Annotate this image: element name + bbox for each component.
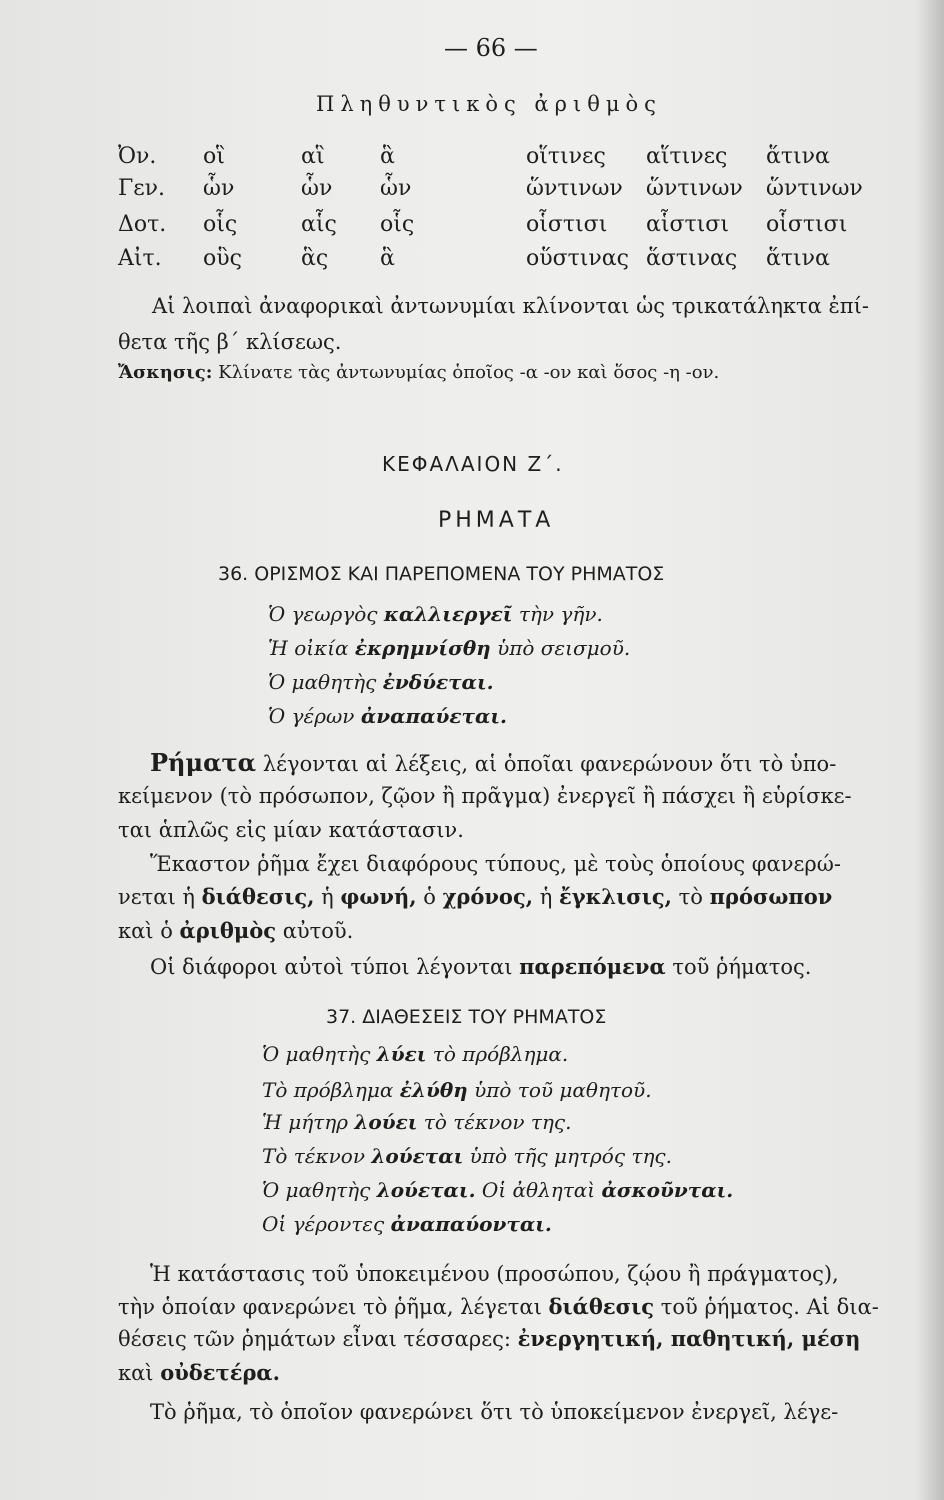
paragraph-line: κείμενον (τὸ πρόσωπον, ζῷον ἢ πρᾶγμα) ἐνεργεῖ ἢ πάσχει ἢ εὑρίσκε- [118,784,852,808]
example-verb: ἀσκοῦνται. [601,1178,734,1202]
plural-heading: Πληθυντικὸς ἀριθμὸς [316,92,662,116]
text: νεται ἡ [118,885,202,909]
example-verb: ἐνδύεται. [382,670,494,694]
table-cell: ὥντινων [646,176,743,201]
table-cell: οἷστισι [526,212,608,237]
paragraph-line [118,1294,879,1319]
section-title: ΡΗΜΑΤΑ [438,508,555,533]
term-prosopon: πρόσωπον [709,884,833,909]
table-cell: ἅστινας [646,246,738,271]
exercise-text: Κλίνατε τὰς ἀντωνυμίας ὁποῖος -α -ον καὶ ὅσος -η -ον. [218,362,720,383]
paragraph-line [118,1326,860,1351]
term-voices: ἐνεργητική, παθητική, μέση [517,1326,861,1351]
table-cell: οἷς [203,212,238,237]
text: τὸ [671,885,710,909]
section-37-heading: 37. ΔΙΑΘΕΣΕΙΣ ΤΟΥ ΡΗΜΑΤΟΣ [326,1006,607,1028]
example-post: ὑπὸ τοῦ μαθητοῦ. [467,1078,652,1102]
table-cell: Ὀν. [118,144,157,169]
paragraph-line [150,954,812,979]
example-verb: λούει [354,1110,418,1134]
example-post: τὸ τέκνον της. [417,1110,572,1134]
table-row [118,246,858,276]
table-cell: ὧν [203,176,235,201]
text: τοῦ ῥήματος. Αἱ δια- [654,1295,879,1319]
table-cell: οὓς [203,246,242,271]
paragraph-line: Ἡ κατάστασις τοῦ ὑποκειμένου (προσώπου, ζῴου ἢ πράγματος), [150,1262,839,1286]
table-cell: ὧν [301,176,333,201]
example-sentence [262,1144,672,1168]
table-cell: οἵτινες [526,144,606,169]
text: τὴν ὁποίαν φανερώνει τὸ ῥῆμα, λέγεται [118,1295,549,1319]
text: αὐτοῦ. [276,919,354,943]
term-diathesis: διάθεσις, [201,884,315,909]
text: ὁ [416,885,443,909]
text: θέσεις τῶν ῥημάτων εἶναι τέσσαρες: [118,1327,518,1351]
example-verb: ἀναπαύεται. [360,704,508,728]
example-pre: Ὁ γεωργὸς [268,602,384,626]
term-parepomena: παρεπόμενα [519,954,666,979]
text: Οἱ διάφοροι αὐτοὶ τύποι λέγονται [150,955,520,979]
example-verb: λούεται. [376,1178,476,1202]
table-cell: οὕστινας [526,246,629,271]
example-verb: λούεται [371,1144,464,1168]
term-enklisis: ἔγκλισις, [558,884,672,909]
table-cell: αἷς [301,212,337,237]
paragraph-line: θετα τῆς β´ κλίσεως. [118,330,342,354]
chapter-title: ΚΕΦΑΛΑΙΟΝ Ζ΄. [382,452,564,476]
term-phone: φωνή, [340,884,417,909]
example-pre: Ἡ μήτηρ [262,1110,355,1134]
example-sentence [262,1042,568,1066]
example-verb: καλλιεργεῖ [383,602,513,626]
table-cell: ὧν [380,176,412,201]
table-row [118,176,863,206]
table-cell: ἃ [380,246,395,271]
example-pre: Ὁ μαθητὴς [262,1178,377,1202]
exercise-line [118,362,719,383]
table-cell: οἷς [380,212,415,237]
example-post: τὴν γῆν. [512,602,603,626]
text: λέγονται αἱ λέξεις, αἱ ὁποῖαι φανερώνουν ὅτι τὸ ὑπο- [256,752,837,776]
page-number: — 66 — [444,34,538,62]
exercise-label: Ἄσκησις: [118,362,213,383]
example-sentence [268,602,603,626]
table-cell: ἅτινα [766,246,830,271]
example-verb: ἐλύθη [399,1078,468,1102]
example-post: ὑπὸ σεισμοῦ. [490,636,631,660]
example-sentence [262,1212,552,1236]
example-pre: Τὸ τέκνον [262,1144,372,1168]
paragraph-line: Ἕκαστον ῥῆμα ἔχει διαφόρους τύπους, μὲ τοὺς ὁποίους φανερώ- [150,852,841,876]
text: καὶ ὁ [118,919,180,943]
example-sentence [262,1078,652,1102]
table-cell: αἵτινες [646,144,728,169]
table-cell: ἃς [301,246,329,271]
example-post: τὸ πρόβλημα. [426,1042,569,1066]
text: ἡ [314,885,341,909]
example-pre: Οἱ γέροντες [262,1212,391,1236]
example-sentence [262,1178,733,1202]
example-pre: Ὁ γέρων [268,704,361,728]
table-cell: αἷστισι [646,212,729,237]
table-row [118,144,858,174]
paragraph-line [118,884,832,909]
term-arithmos: ἀριθμὸς [179,918,277,943]
example-sentence [262,1110,571,1134]
section-36-heading: 36. ΟΡΙΣΜΟΣ ΚΑΙ ΠΑΡΕΠΟΜΕΝΑ ΤΟΥ ΡΗΜΑΤΟΣ [218,563,665,585]
term-oudetera: οὐδετέρα. [160,1360,280,1385]
table-cell: Αἰτ. [118,246,162,271]
text: τοῦ ῥήματος. [665,955,812,979]
paragraph-line [150,748,836,777]
table-cell: αἳ [301,144,325,169]
example-pre: Τὸ πρόβλημα [262,1078,400,1102]
example-pre: Ὁ μαθητὴς [268,670,383,694]
table-cell: ἃ [380,144,395,169]
example-sentence [268,636,630,660]
example-post: ὑπὸ τῆς μητρός της. [463,1144,672,1168]
table-cell: οἳ [203,144,225,169]
example-sentence [268,704,507,728]
term-rhemata: Ρήματα [150,748,257,777]
table-cell: ὥντινων [526,176,623,201]
example-verb: ἀναπαύονται. [390,1212,552,1236]
table-cell: Γεν. [118,176,166,201]
term-chronos: χρόνος, [442,884,534,909]
text: καὶ [118,1361,161,1385]
table-cell: ὥντινων [766,176,863,201]
example-verb: ἐκρημνίσθη [354,636,491,660]
paragraph-line [118,1360,280,1385]
table-row [118,212,858,242]
example-sentence [268,670,494,694]
example-pre: Ὁ μαθητὴς [262,1042,377,1066]
table-cell: Δοτ. [118,212,167,237]
example-post: Οἱ ἀθληταὶ [475,1178,602,1202]
text: ἡ [533,885,559,909]
example-verb: λύει [376,1042,427,1066]
paragraph-line [118,918,353,943]
paragraph-line: Τὸ ῥῆμα, τὸ ὁποῖον φανερώνει ὅτι τὸ ὑποκείμενον ἐνεργεῖ, λέγε- [150,1400,839,1424]
example-pre: Ἡ οἰκία [268,636,355,660]
paragraph-line: ται ἁπλῶς εἰς μίαν κατάστασιν. [118,818,464,842]
table-cell: οἷστισι [766,212,848,237]
table-cell: ἅτινα [766,144,830,169]
paragraph-line: Αἱ λοιπαὶ ἀναφορικαὶ ἀντωνυμίαι κλίνονται ὡς τρικατάληκτα ἐπί- [152,294,869,318]
page-edge-shadow [916,0,944,1500]
term-diathesis: διάθεσις [548,1294,655,1319]
